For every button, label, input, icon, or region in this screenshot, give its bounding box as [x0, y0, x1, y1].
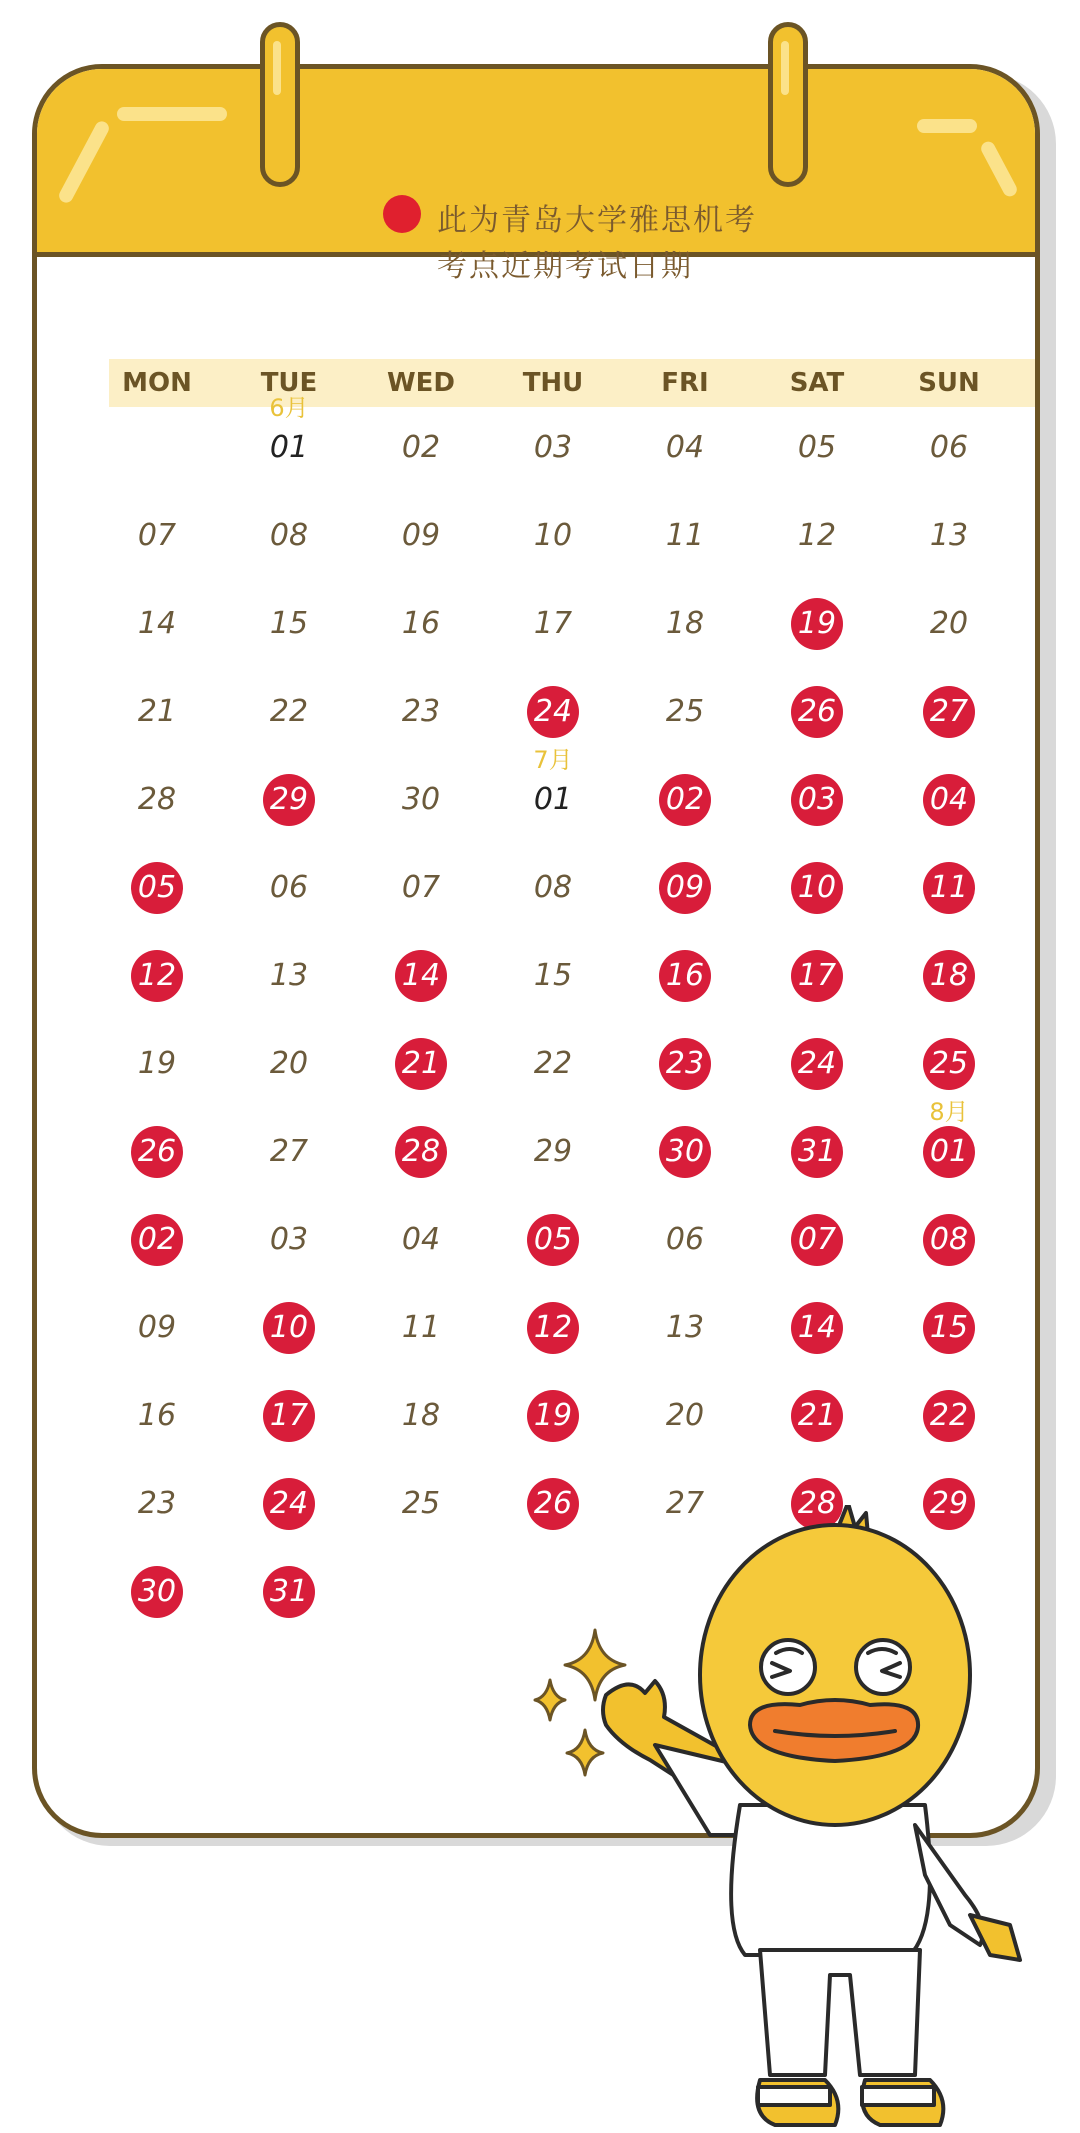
calendar-date-cell[interactable]: 06	[665, 1222, 705, 1257]
exam-date-cell[interactable]: 30	[131, 1566, 183, 1618]
weekday-label-sun: SUN	[918, 368, 980, 398]
exam-date-cell[interactable]: 19	[791, 598, 843, 650]
exam-date-cell[interactable]: 17	[791, 950, 843, 1002]
exam-date-cell[interactable]: 12	[131, 950, 183, 1002]
exam-date-cell[interactable]: 24	[527, 686, 579, 738]
calendar-date-cell[interactable]: 01	[269, 430, 309, 465]
exam-date-cell[interactable]: 08	[923, 1214, 975, 1266]
calendar-date-cell[interactable]: 19	[137, 1046, 177, 1081]
month-label: 7月	[533, 746, 573, 774]
exam-date-cell[interactable]: 16	[659, 950, 711, 1002]
exam-date-cell[interactable]: 02	[659, 774, 711, 826]
calendar-date-cell[interactable]: 15	[269, 606, 309, 641]
exam-date-cell[interactable]: 07	[791, 1214, 843, 1266]
weekday-label-mon: MON	[122, 368, 192, 398]
month-label: 8月	[929, 1098, 969, 1126]
calendar-date-cell[interactable]: 06	[929, 430, 969, 465]
header-gloss	[57, 119, 112, 205]
exam-date-cell[interactable]: 31	[791, 1126, 843, 1178]
calendar-date-cell[interactable]: 05	[797, 430, 837, 465]
exam-date-cell[interactable]: 21	[791, 1390, 843, 1442]
month-label: 6月	[269, 394, 309, 422]
exam-date-cell[interactable]: 26	[791, 686, 843, 738]
exam-date-cell[interactable]: 24	[263, 1478, 315, 1530]
calendar-date-cell[interactable]: 17	[533, 606, 573, 641]
exam-date-cell[interactable]: 21	[395, 1038, 447, 1090]
binder-ring-left	[260, 22, 300, 187]
exam-date-cell[interactable]: 22	[923, 1390, 975, 1442]
calendar-date-cell[interactable]: 20	[269, 1046, 309, 1081]
exam-date-cell[interactable]: 25	[923, 1038, 975, 1090]
exam-date-cell[interactable]: 14	[395, 950, 447, 1002]
exam-date-cell[interactable]: 23	[659, 1038, 711, 1090]
header-gloss	[917, 119, 977, 133]
calendar-date-cell[interactable]: 29	[533, 1134, 573, 1169]
calendar-date-cell[interactable]: 27	[269, 1134, 309, 1169]
calendar-date-cell[interactable]: 03	[533, 430, 573, 465]
calendar-date-cell[interactable]: 22	[269, 694, 309, 729]
calendar-date-cell[interactable]: 13	[269, 958, 309, 993]
exam-date-cell[interactable]: 29	[923, 1478, 975, 1530]
exam-date-cell[interactable]: 26	[527, 1478, 579, 1530]
exam-date-cell[interactable]: 04	[923, 774, 975, 826]
calendar-date-cell[interactable]: 06	[269, 870, 309, 905]
calendar-date-cell[interactable]: 04	[665, 430, 705, 465]
exam-date-cell[interactable]: 05	[527, 1214, 579, 1266]
calendar-date-cell[interactable]: 18	[665, 606, 705, 641]
exam-date-cell[interactable]: 18	[923, 950, 975, 1002]
exam-date-cell[interactable]: 28	[395, 1126, 447, 1178]
calendar-date-cell[interactable]: 23	[401, 694, 441, 729]
exam-date-cell[interactable]: 27	[923, 686, 975, 738]
calendar-date-cell[interactable]: 13	[929, 518, 969, 553]
weekday-label-thu: THU	[522, 368, 584, 398]
calendar-date-cell[interactable]: 10	[533, 518, 573, 553]
title-bullet-dot	[383, 195, 421, 233]
calendar-date-cell[interactable]: 21	[137, 694, 177, 729]
calendar-date-cell[interactable]: 07	[401, 870, 441, 905]
calendar-date-cell[interactable]: 12	[797, 518, 837, 553]
exam-date-cell[interactable]: 10	[263, 1302, 315, 1354]
exam-date-cell[interactable]: 01	[923, 1126, 975, 1178]
exam-date-cell[interactable]: 26	[131, 1126, 183, 1178]
calendar-date-cell[interactable]: 22	[533, 1046, 573, 1081]
calendar-date-cell[interactable]: 08	[269, 518, 309, 553]
exam-date-cell[interactable]: 17	[263, 1390, 315, 1442]
exam-date-cell[interactable]: 10	[791, 862, 843, 914]
calendar-date-cell[interactable]: 16	[137, 1398, 177, 1433]
calendar-date-cell[interactable]: 25	[665, 694, 705, 729]
calendar-date-cell[interactable]: 15	[533, 958, 573, 993]
calendar-date-cell[interactable]: 09	[401, 518, 441, 553]
calendar-date-cell[interactable]: 01	[533, 782, 573, 817]
calendar-date-cell[interactable]: 20	[665, 1398, 705, 1433]
exam-date-cell[interactable]: 19	[527, 1390, 579, 1442]
calendar-date-cell[interactable]: 03	[269, 1222, 309, 1257]
exam-date-cell[interactable]: 31	[263, 1566, 315, 1618]
calendar-date-cell[interactable]: 14	[137, 606, 177, 641]
weekday-header-bar	[109, 359, 1040, 407]
weekday-label-wed: WED	[386, 368, 456, 398]
calendar-date-cell[interactable]: 18	[401, 1398, 441, 1433]
exam-date-cell[interactable]: 03	[791, 774, 843, 826]
calendar-date-cell[interactable]: 13	[665, 1310, 705, 1345]
calendar-date-cell[interactable]: 16	[401, 606, 441, 641]
exam-date-cell[interactable]: 28	[791, 1478, 843, 1530]
exam-date-cell[interactable]: 24	[791, 1038, 843, 1090]
exam-date-cell[interactable]: 29	[263, 774, 315, 826]
exam-date-cell[interactable]: 15	[923, 1302, 975, 1354]
calendar-date-cell[interactable]: 27	[665, 1486, 705, 1521]
calendar-date-cell[interactable]: 25	[401, 1486, 441, 1521]
binder-ring-right	[768, 22, 808, 187]
weekday-label-fri: FRI	[661, 368, 709, 398]
exam-date-cell[interactable]: 02	[131, 1214, 183, 1266]
title-line-2: 考点近期考试日期	[437, 249, 693, 284]
calendar-date-cell[interactable]: 07	[137, 518, 177, 553]
calendar-date-cell[interactable]: 08	[533, 870, 573, 905]
header-gloss	[117, 107, 227, 121]
weekday-label-sat: SAT	[789, 368, 845, 398]
header-gloss	[979, 139, 1020, 199]
duck-mascot-illustration	[600, 1505, 1040, 2133]
exam-date-cell[interactable]: 12	[527, 1302, 579, 1354]
calendar-date-cell[interactable]: 23	[137, 1486, 177, 1521]
weekday-label-tue: TUE	[260, 368, 318, 398]
calendar-date-cell[interactable]: 30	[401, 782, 441, 817]
calendar-date-cell[interactable]: 04	[401, 1222, 441, 1257]
calendar-date-cell[interactable]: 09	[137, 1310, 177, 1345]
calendar-date-cell[interactable]: 20	[929, 606, 969, 641]
calendar-date-cell[interactable]: 11	[401, 1310, 441, 1345]
calendar-date-cell[interactable]: 28	[137, 782, 177, 817]
exam-date-cell[interactable]: 09	[659, 862, 711, 914]
exam-date-cell[interactable]: 05	[131, 862, 183, 914]
calendar-date-cell[interactable]: 11	[665, 518, 705, 553]
title-line-1: 此为青岛大学雅思机考	[437, 203, 757, 238]
exam-date-cell[interactable]: 30	[659, 1126, 711, 1178]
calendar-date-cell[interactable]: 02	[401, 430, 441, 465]
exam-date-cell[interactable]: 14	[791, 1302, 843, 1354]
exam-date-cell[interactable]: 11	[923, 862, 975, 914]
